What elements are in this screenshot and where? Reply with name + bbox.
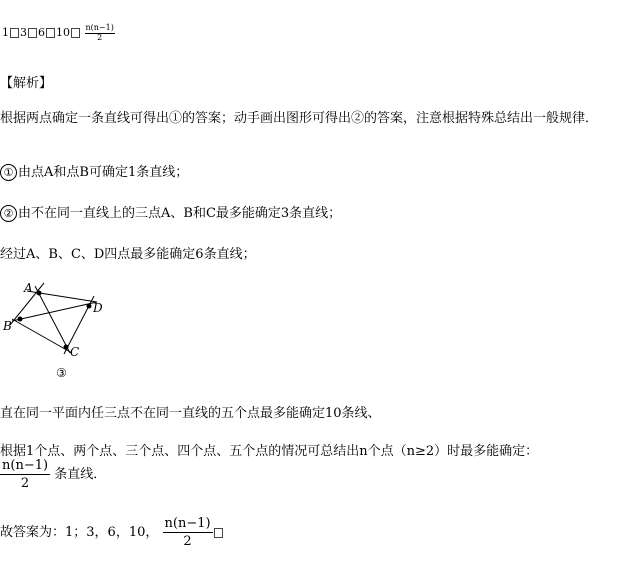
- general-rule: 根据1个点、两个点、三个点、四个点、五个点的情况可总结出n个点（n≥2）时最多能确定：: [0, 444, 539, 459]
- intro-paragraph: 根据两点确定一条直线可得出①的答案；动手画出图形可得出②的答案，注意根据特殊总结出一般规律．: [0, 111, 599, 126]
- final-frac-den: 2: [183, 534, 192, 549]
- label-c: C: [70, 345, 80, 359]
- item-1: [0, 161, 188, 181]
- placeholder-box-icon: [214, 528, 223, 538]
- item-2: [0, 202, 341, 222]
- final-frac-num: n(n−1): [164, 516, 211, 531]
- header-fraction: [85, 24, 115, 42]
- header-frac-den: 2: [97, 33, 103, 42]
- placeholder-box-icon: [71, 28, 80, 38]
- circled-number: ①: [0, 164, 17, 181]
- general-formula: [0, 459, 106, 490]
- general-frac-num: n(n−1): [2, 458, 49, 473]
- line-bd: [12, 302, 97, 321]
- seq-1: 1: [2, 26, 9, 39]
- four-points-figure: [0, 280, 110, 380]
- final-answer: [0, 517, 224, 548]
- item-4: 直在同一平面内任三点不在同一直线的五个点最多能确定10条线、: [0, 406, 381, 421]
- general-fraction: [0, 459, 50, 490]
- analysis-title: 【解析】: [0, 76, 53, 91]
- answer-header: [2, 24, 115, 42]
- label-a: A: [24, 281, 33, 295]
- placeholder-box-icon: [46, 28, 55, 38]
- point-d: [87, 304, 92, 309]
- item-1-text: 由点A和点B可确定1条直线；: [18, 165, 189, 180]
- figure-caption: ③: [56, 366, 67, 380]
- header-frac-num: n(n−1): [85, 23, 114, 32]
- item-3: 经过A、B、C、D四点最多能确定6条直线；: [0, 247, 256, 262]
- line-ac: [35, 286, 70, 353]
- general-frac-den: 2: [20, 476, 30, 491]
- final-fraction: [163, 517, 213, 548]
- seq-2: 3: [20, 26, 27, 39]
- line-bc: [12, 319, 72, 353]
- point-b: [18, 317, 23, 322]
- point-a: [37, 291, 42, 296]
- label-b: B: [3, 319, 12, 333]
- placeholder-box-icon: [10, 28, 19, 38]
- general-tail: 条直线．: [54, 467, 107, 482]
- final-prefix: 故答案为：1；3，6，10，: [0, 525, 159, 540]
- placeholder-box-icon: [28, 28, 37, 38]
- circled-number: ②: [0, 205, 17, 222]
- seq-3: 6: [38, 26, 45, 39]
- seq-4: 10: [56, 26, 70, 39]
- point-c: [64, 345, 69, 350]
- item-2-text: 由不在同一直线上的三点A、B和C最多能确定3条直线；: [18, 206, 342, 221]
- label-d: D: [93, 301, 103, 315]
